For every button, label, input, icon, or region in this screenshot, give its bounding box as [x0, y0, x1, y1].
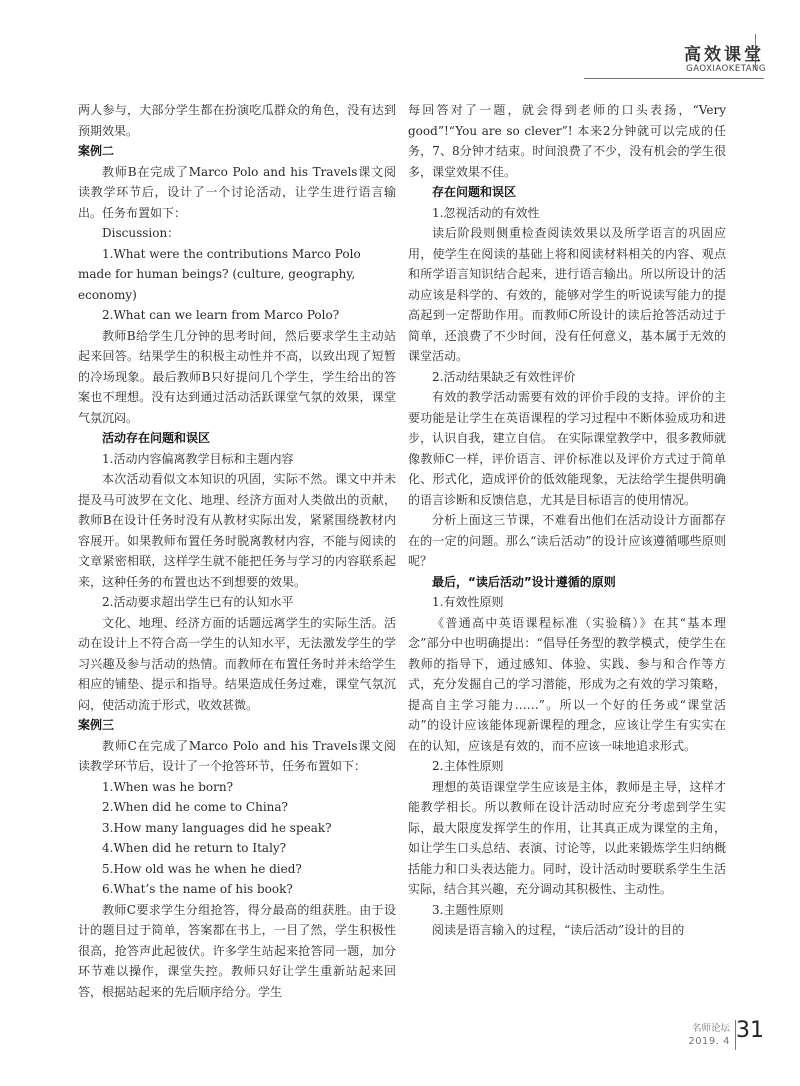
- paragraph: 《普通高中英语课程标准（实验稿）》在其“基本理念”部分中也明确提出：“倡导任务型的教学模式，使学生在教师的指导下，通过感知、体验、实践、参与和合作等方式，充分发掘自己的学习潜能，形成为之有效的学习策略，提高自主学习能力……”。所以一个好的任务或“课堂活动”的设计应该能体现新课程的理念，应该让学生有实实在在的认知，应该是有效的，而不应该一味地追求形式。: [408, 615, 726, 753]
- paragraph: 5.How old was he when he died?: [102, 861, 302, 876]
- paragraph: 1.When was he born?: [102, 779, 234, 794]
- left-column: [78, 100, 396, 1002]
- paragraph: 2.活动结果缺乏有效性评价: [432, 369, 576, 384]
- paragraph: 存在问题和误区: [432, 185, 517, 199]
- paragraph: 读后阶段则侧重检查阅读效果以及所学语言的巩固应用，使学生在阅读的基础上将和阅读材料相关的内容、观点和所学语言知识结合起来，进行语言输出。所以所设计的活动应该是科学的、有效的，能够对学生的听说读写能力的提高起到一定帮助作用。而教师C所设计的读后抢答活动过于简单，还浪费了不少时间，没有任何意义，基本属于无效的课堂活动。: [408, 226, 726, 363]
- right-column: [408, 100, 726, 941]
- paragraph: 教师C在完成了Marco Polo and his Travels课文阅读教学环节后，设计了一个抢答环节，任务布置如下：: [78, 738, 396, 773]
- paragraph: 本次活动看似文本知识的巩固，实际不然。课文中并未提及马可波罗在文化、地理、经济方面对人类做出的贡献，教师B在设计任务时没有从教材实际出发，紧紧围绕教材内容展开。如果教师布置任务时脱离教材内容，不能与阅读的文章紧密相联，这样学生就不能把任务与学习的内容联系起来，这种任务的布置也达不到想要的效果。: [78, 472, 396, 589]
- paragraph: 案例三: [78, 718, 115, 732]
- paragraph: 文化、地理、经济方面的话题远离学生的实际生活。活动在设计上不符合高一学生的认知水平，无法激发学生的学习兴趣及参与活动的热情。而教师在布置任务时并未给学生相应的铺垫、提示和指导。结果造成任务过难，课堂气氛沉闷，使活动流于形式，收效甚微。: [78, 615, 396, 712]
- paragraph: 教师C要求学生分组抢答，得分最高的组获胜。由于设计的题目过于简单，答案都在书上，一目了然，学生积极性很高，抢答声此起彼伏。许多学生站起来抢答同一题，加分环节难以操作，课堂失控。教师只好让学生重新站起来回答，根据站起来的先后顺序给分。学生: [78, 902, 396, 999]
- section-title: 高效课堂: [684, 45, 764, 65]
- paragraph: 分析上面这三节课，不难看出他们在活动设计方面都存在的一定的问题。那么“读后活动”的设计应该遵循哪些原则呢？: [408, 513, 726, 568]
- header-rule: [584, 78, 764, 79]
- paragraph: 最后，“读后活动”设计遵循的原则: [432, 574, 616, 589]
- paragraph: 有效的教学活动需要有效的评价手段的支持。评价的主要功能是让学生在英语课程的学习过程中不断体验成功和进步，认识自我，建立自信。 在实际课堂教学中，很多教师就像教师C一样，评价语言、评价标准以及评价方式过于简单化、形式化，造成评价的低效能现象，无法给学生提供明确的语言诊断和反馈信息，尤其是目标语言的使用情况。: [408, 390, 726, 507]
- magazine-name: 名师论坛: [691, 1023, 730, 1034]
- paragraph: 1.忽视活动的有效性: [432, 205, 540, 220]
- paragraph: 6.What’s the name of his book?: [102, 882, 293, 896]
- paragraph: 3.How many languages did he speak?: [102, 820, 332, 835]
- paragraph: 2.When did he come to China?: [102, 800, 288, 814]
- paragraph: 教师B给学生几分钟的思考时间，然后要求学生主动站起来回答。结果学生的积极主动性并不高，以致出现了短暂的冷场现象。最后教师B只好提问几个学生，学生给出的答案也不理想。没有达到通过活动活跃课堂气氛的效果，课堂气氛沉闷。: [78, 328, 396, 425]
- issue-date: 2019. 4: [688, 1036, 730, 1047]
- paragraph: 1.活动内容偏离教学目标和主题内容: [102, 451, 294, 466]
- page-number: 31: [736, 1018, 764, 1043]
- section-subtitle: GAOXIAOKETANG: [686, 64, 766, 74]
- paragraph: Discussion：: [102, 226, 180, 240]
- paragraph: 2.What can we learn from Marco Polo?: [102, 308, 340, 322]
- paragraph: 1.有效性原则: [432, 595, 504, 609]
- paragraph: 理想的英语课堂学生应该是主体，教师是主导，这样才能教学相长。所以教师在设计活动时应充分考虑到学生实际，最大限度发挥学生的作用，让其真正成为课堂的主角，如让学生口头总结、表演、讨论等，以此来锻炼学生归纳概括能力和口头表达能力。同时，设计活动时要联系学生生活实际，结合其兴趣，充分调动其积极性、主动性。: [408, 779, 726, 896]
- paragraph: 4.When did he return to Italy?: [102, 841, 287, 855]
- paragraph: 3.主题性原则: [432, 902, 504, 917]
- paragraph: 2.主体性原则: [432, 759, 504, 773]
- paragraph: 活动存在问题和误区: [102, 431, 211, 445]
- paragraph: 两人参与，大部分学生都在扮演吃瓜群众的角色，没有达到预期效果。: [78, 103, 396, 138]
- paragraph: 2.活动要求超出学生已有的认知水平: [102, 595, 294, 609]
- paragraph: 1.What were the contributions Marco Polo made for human beings? (culture, geography, economy): [78, 246, 361, 302]
- paragraph: 每回答对了一题，就会得到老师的口头表扬，“Very good”!“You are so clever”! 本来2分钟就可以完成的任务，7、8分钟才结束。时间浪费了不少，没有机会的学生很多，课堂效果不佳。: [408, 103, 726, 179]
- paragraph: 案例二: [78, 144, 115, 158]
- paragraph: 阅读是语言输入的过程，“读后活动”设计的目的: [432, 923, 685, 937]
- paragraph: 教师B在完成了Marco Polo and his Travels课文阅读教学环节后，设计了一个讨论活动，让学生进行语言输出。任务布置如下：: [78, 164, 396, 220]
